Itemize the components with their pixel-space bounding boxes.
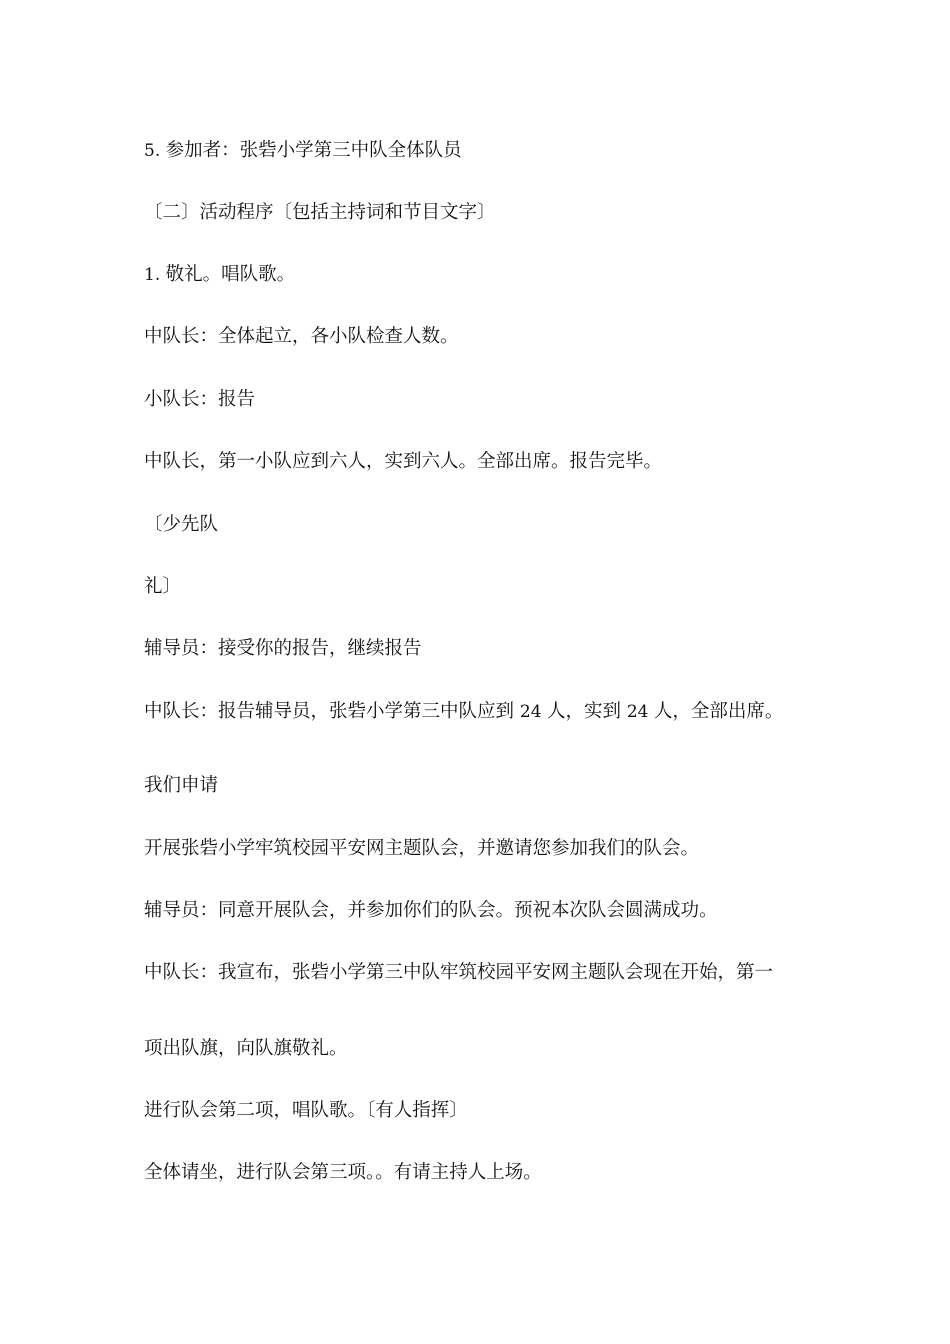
text-line-second-item: 进行队会第二项，唱队歌。〔有人指挥〕	[144, 1100, 468, 1121]
text-line-participants: 5. 参加者：张砦小学第三中队全体队员	[144, 140, 462, 161]
section-heading-program: 〔二〕活动程序〔包括主持词和节目文字〕	[144, 202, 496, 223]
text-line-captain-announce: 中队长：我宣布，张砦小学第三中队牢筑校园平安网主题队会现在开始，第一	[144, 962, 774, 983]
numeral: 24	[519, 702, 547, 722]
text-line-captain-stand: 中队长：全体起立，各小队检查人数。	[144, 326, 459, 347]
text-line-captain-report: 中队长：报告辅导员，张砦小学第三中队应到 24 人，实到 24 人，全部出席。	[144, 701, 784, 722]
text-line-we-apply: 我们申请	[144, 775, 219, 796]
text-line-first-squad: 中队长，第一小队应到六人，实到六人。全部出席。报告完毕。	[144, 451, 663, 472]
text-line-flag: 项出队旗，向队旗敬礼。	[144, 1038, 348, 1059]
text-line-salute: 1. 敬礼。唱队歌。	[144, 264, 296, 285]
text-line-pioneer: 〔少先队	[144, 514, 219, 535]
text-line-counselor-agree: 辅导员：同意开展队会，并参加你们的队会。预祝本次队会圆满成功。	[144, 900, 718, 921]
text-line-third-item: 全体请坐，进行队会第三项。。有请主持人上场。	[144, 1162, 542, 1183]
numeral: 24	[626, 702, 654, 722]
text-line-hold-meeting: 开展张砦小学牢筑校园平安网主题队会，并邀请您参加我们的队会。	[144, 838, 700, 859]
text-line-salute-end: 礼〕	[144, 576, 182, 597]
numeral: 5.	[144, 141, 166, 161]
text-line-squad-report: 小队长：报告	[144, 389, 256, 410]
text-line-counselor-accept: 辅导员：接受你的报告，继续报告	[144, 638, 422, 659]
numeral: 1.	[144, 265, 166, 285]
